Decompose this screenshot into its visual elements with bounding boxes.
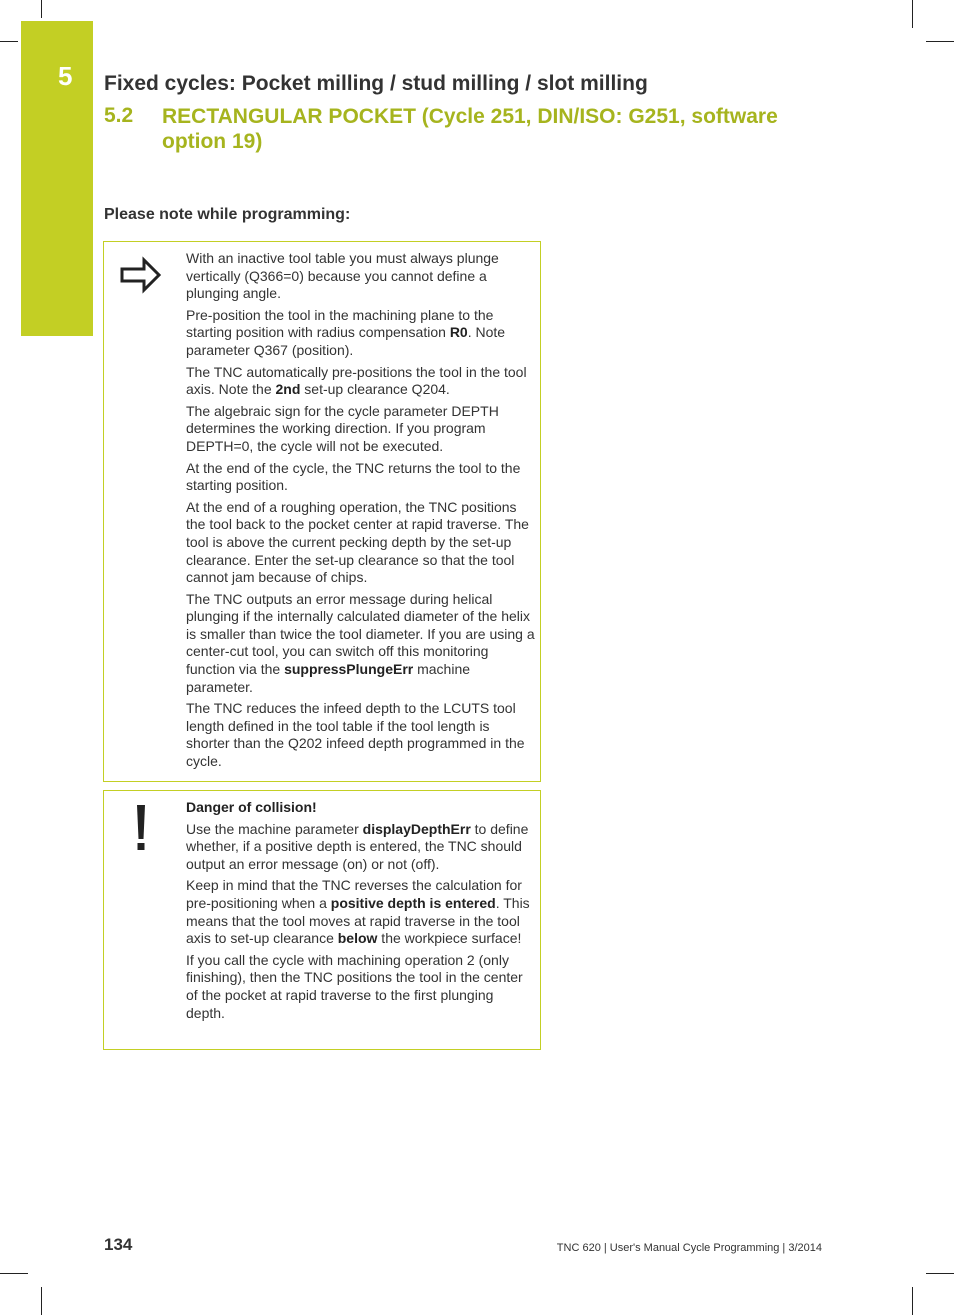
exclamation-icon <box>118 803 164 853</box>
subheading: Please note while programming: <box>104 206 351 223</box>
note-paragraph: At the end of a roughing operation, the TNC positions the tool back to the pocket center at rapid traverse. The tool is above the current pecking depth by the set-up clearance. Enter the set-up clearance so that the tool cannot jam because of chips. <box>186 498 529 586</box>
crop-mark <box>926 1273 954 1274</box>
note-paragraph: Pre-position the tool in the machining plane to the starting position with radius compensation R0. Note parameter Q367 (position). <box>186 306 506 358</box>
crop-mark <box>41 0 42 18</box>
note-paragraph: The TNC outputs an error message during helical plunging if the internally calculated diameter of the helix is smaller than twice the tool diameter. If you are using a center-cut tool, you can switch off this monitoring function via the suppressPlungeErr machine parameter. <box>186 590 535 695</box>
warning-title: Danger of collision! <box>186 799 317 815</box>
warning-content <box>186 799 536 1026</box>
note-paragraph: The TNC automatically pre-positions the tool in the tool axis. Note the 2nd set-up clearance Q204. <box>186 363 527 398</box>
warning-paragraph: Keep in mind that the TNC reverses the calculation for pre-positioning when a positive depth is entered. This means that the tool moves at rapid traverse in the tool axis to set-up clearance below the workpiece surface! <box>186 877 530 947</box>
note-content <box>186 250 536 775</box>
warning-box <box>103 790 541 1050</box>
note-paragraph: At the end of the cycle, the TNC returns the tool to the starting position. <box>186 459 521 494</box>
section-title: RECTANGULAR POCKET (Cycle 251, DIN/ISO: G251, software option 19) <box>162 105 778 153</box>
crop-mark <box>0 41 18 42</box>
note-paragraph: The TNC reduces the infeed depth to the LCUTS tool length defined in the tool table if the tool length is shorter than the Q202 infeed depth programmed in the cycle. <box>186 700 525 770</box>
page-footer: TNC 620 | User's Manual Cycle Programming | 3/2014 <box>556 1242 822 1254</box>
crop-mark <box>41 1287 42 1315</box>
note-box <box>103 241 541 782</box>
section-number: 5.2 <box>104 104 134 127</box>
crop-mark <box>912 1287 913 1315</box>
crop-mark <box>0 1273 28 1274</box>
chapter-title: Fixed cycles: Pocket milling / stud milling / slot milling <box>104 72 648 95</box>
warning-paragraph: Use the machine parameter displayDepthErr to define whether, if a positive depth is entered, the TNC should output an error message (on) or not (off). <box>186 820 529 872</box>
note-paragraph: The algebraic sign for the cycle parameter DEPTH determines the working direction. If you program DEPTH=0, the cycle will not be executed. <box>186 402 499 454</box>
arrow-right-icon <box>118 254 164 294</box>
crop-mark <box>926 41 954 42</box>
chapter-tab <box>21 21 93 336</box>
crop-mark <box>912 0 913 28</box>
note-paragraph: With an inactive tool table you must always plunge vertically (Q366=0) because you cannot define a plunging angle. <box>186 250 499 302</box>
page-number: 134 <box>104 1235 133 1254</box>
warning-paragraph: If you call the cycle with machining operation 2 (only finishing), then the TNC positions the tool in the center of the pocket at rapid traverse to the first plunging depth. <box>186 951 523 1021</box>
chapter-number: 5 <box>58 61 73 91</box>
